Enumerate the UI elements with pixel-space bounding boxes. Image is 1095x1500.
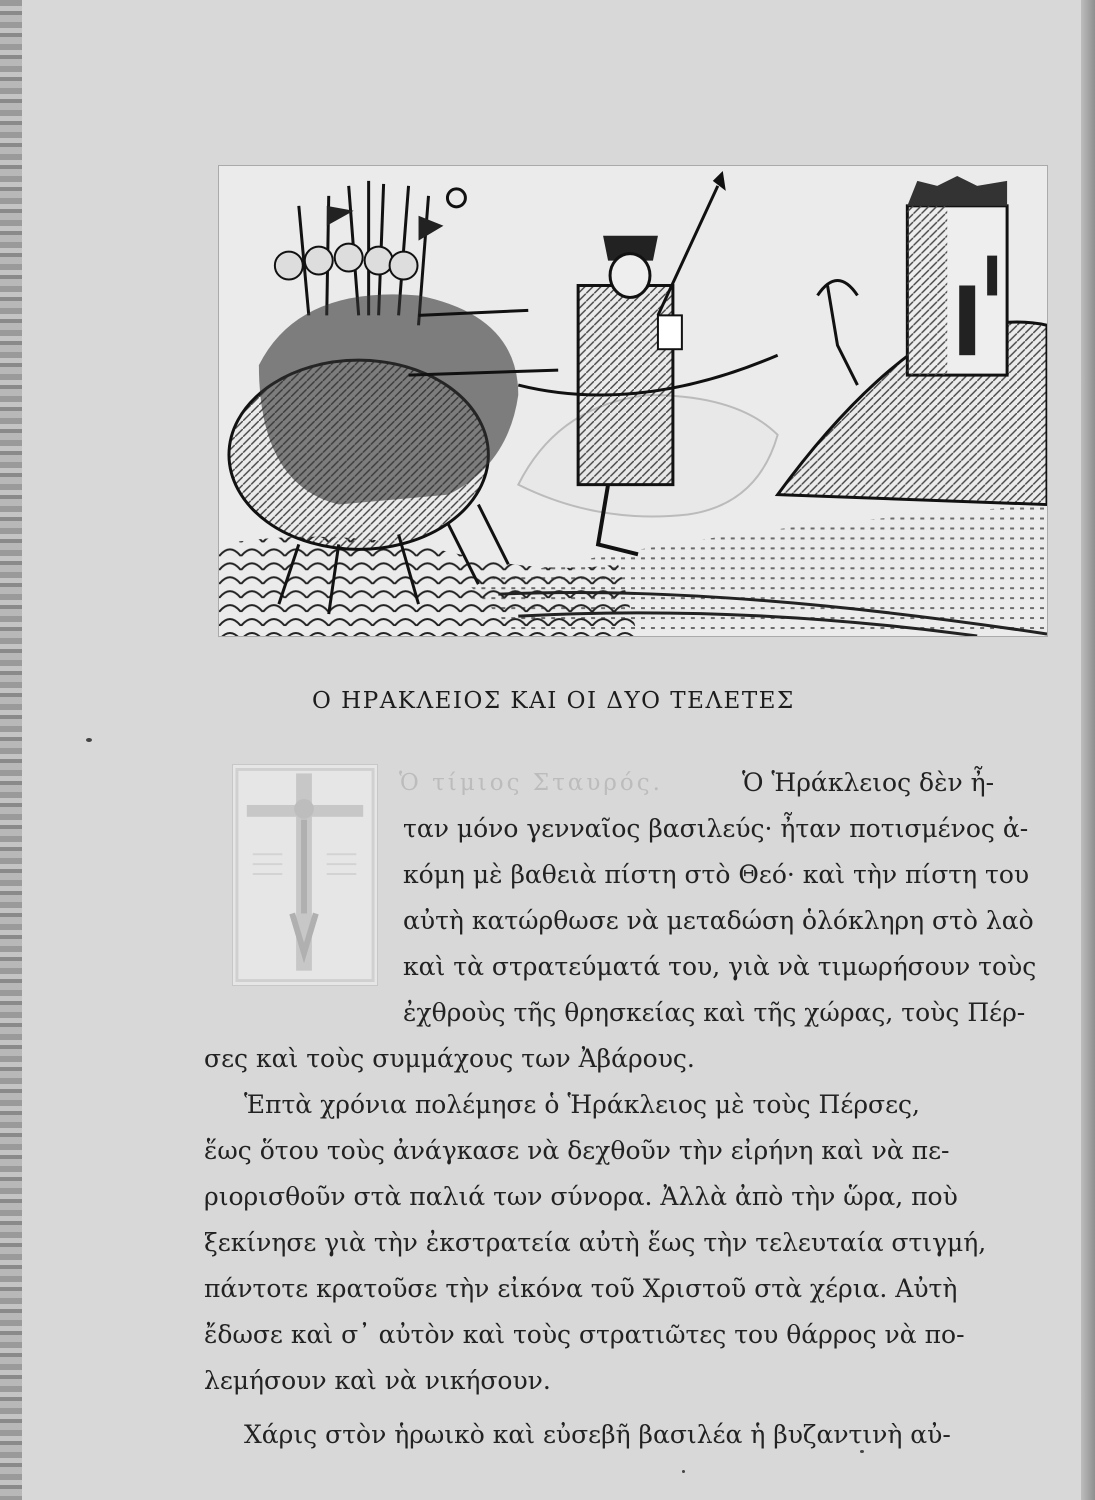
body-line: λεμήσουν καὶ νὰ νικήσουν. xyxy=(204,1366,551,1395)
body-line: Ὁ Ἡράκλειος δὲν ἦ- xyxy=(742,768,995,797)
body-line: ἕως ὅτου τοὺς ἀνάγκασε νὰ δεχθοῦν τὴν εἰρήνη καὶ νὰ πε- xyxy=(204,1136,950,1165)
drop-cap-illustration xyxy=(232,764,378,986)
ink-speck xyxy=(86,738,92,742)
body-line: ξεκίνησε γιὰ τὴν ἐκστρατεία αὐτὴ ἕως τὴν τελευταία στιγμή, xyxy=(204,1228,987,1257)
woodcut-illustration xyxy=(218,165,1048,637)
body-line: Χάρις στὸν ἡρωικὸ καὶ εὐσεβῆ βασιλέα ἡ βυζαντινὴ αὐ- xyxy=(244,1420,951,1449)
body-line: κόμη μὲ βαθειὰ πίστη στὸ Θεό· καὶ τὴν πίστη του xyxy=(403,860,1030,889)
page-edge-left xyxy=(0,0,22,1500)
chapter-title: Ο ΗΡΑΚΛΕΙΟΣ ΚΑΙ ΟΙ ΔΥΟ ΤΕΛΕΤΕΣ xyxy=(312,688,795,714)
woodcut-heraclius-cavalry-castle-icon xyxy=(219,166,1047,636)
body-line: ἐχθροὺς τῆς θρησκείας καὶ τῆς χώρας, τοὺς Πέρ- xyxy=(403,998,1026,1027)
body-line: αὐτὴ κατώρθωσε νὰ μεταδώση ὁλόκληρη στὸ λαὸ xyxy=(403,906,1034,935)
body-line: ἔδωσε καὶ σ᾽ αὐτὸν καὶ τοὺς στρατιῶτες του θάρρος νὰ πο- xyxy=(204,1320,965,1349)
page-edge-right xyxy=(1081,0,1095,1500)
ink-speck xyxy=(682,1470,685,1473)
crucifix-initial-icon xyxy=(233,765,377,985)
book-page xyxy=(22,0,1081,1500)
image-caption: Ὁ τίμιος Σταυρός. xyxy=(399,770,663,796)
body-line: καὶ τὰ στρατεύματά του, γιὰ νὰ τιμωρήσουν τοὺς xyxy=(403,952,1037,981)
body-line: σες καὶ τοὺς συμμάχους των Ἀβάρους. xyxy=(204,1044,695,1073)
body-line: ταν μόνο γενναῖος βασιλεύς· ἦταν ποτισμένος ἀ- xyxy=(403,814,1029,843)
body-line: Ἑπτὰ χρόνια πολέμησε ὁ Ἡράκλειος μὲ τοὺς Πέρσες, xyxy=(244,1090,920,1119)
ink-speck xyxy=(860,1450,864,1453)
body-line: ριορισθοῦν στὰ παλιά των σύνορα. Ἀλλὰ ἀπὸ τὴν ὥρα, ποὺ xyxy=(204,1182,958,1211)
body-line: πάντοτε κρατοῦσε τὴν εἰκόνα τοῦ Χριστοῦ στὰ χέρια. Αὐτὴ xyxy=(204,1274,958,1303)
